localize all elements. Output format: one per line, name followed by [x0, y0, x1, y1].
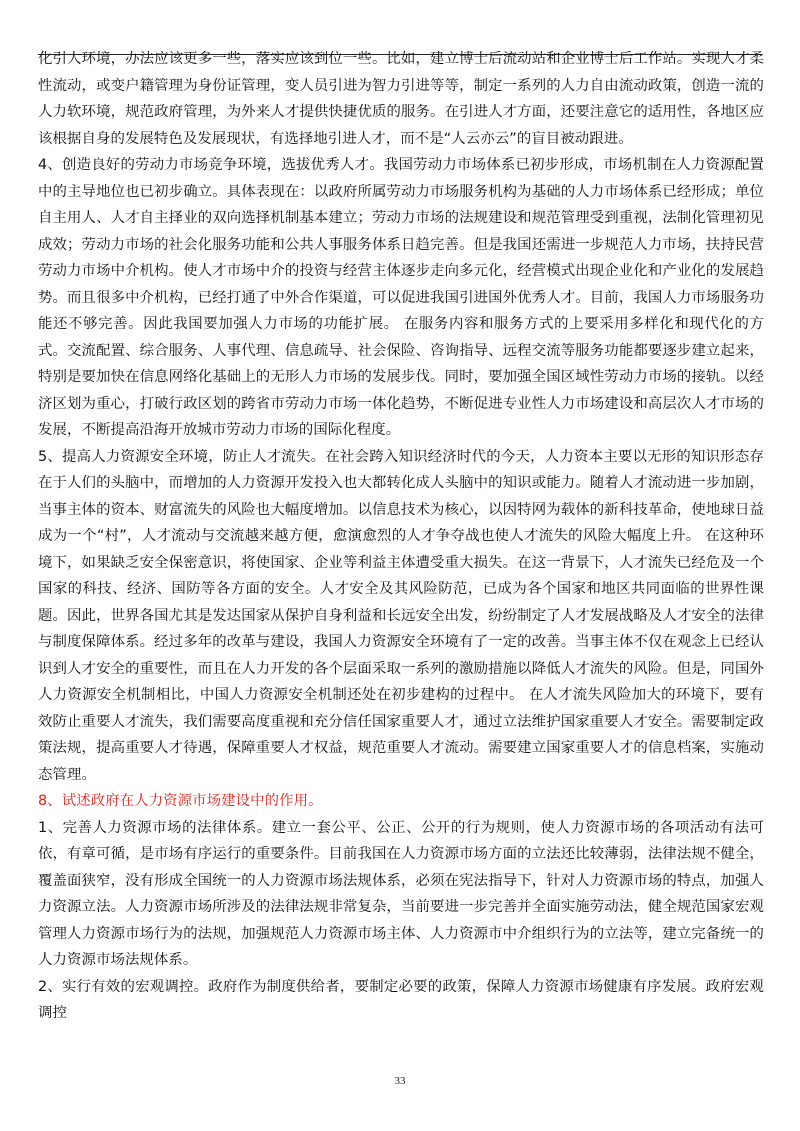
page-number: 33 [394, 1075, 406, 1087]
paragraph-answer-2: 2、实行有效的宏观调控。政府作为制度供给者，要制定必要的政策，保障人力资源市场健康有序发展。政府宏观调控 [38, 978, 764, 1021]
paragraph-item-4: 4、创造良好的劳动力市场竞争环境，选拔优秀人才。我国劳动力市场体系已初步形成，市场机制在人力资源配置中的主导地位也已初步确立。具体表现在：以政府所属劳动力市场服务机构为基础的人力市场体系已经形成；单位自主用人、人才自主择业的双向选择机制基本建立；劳动力市场的法规建设和规范管理受到重视，法制化管理初见成效；劳动力市场的社会化服务功能和公共人事服务体系日趋完善。但是我国还需进一步规范人力市场，扶持民营劳动力市场中介机构。使人才市场中介的投资与经营主体逐步走向多元化，经营模式出现企业化和产业化的发展趋势。而且很多中介机构，已经打通了中外合作渠道，可以促进我国引进国外优秀人才。目前，我国人力市场服务功能还不够完善。因此我国要加强人力市场的功能扩展。 在服务内容和服务方式的上要采用多样化和现代化的方式。交流配置、综合服务、人事代理、信息疏导、社会保险、咨询指导、远程交流等服务功能都要逐步建立起来，特别是要加快在信息网络化基础上的无形人力市场的发展步伐。同时，要加强全国区域性劳动力市场的接轨。以经济区划为重心，打破行政区划的跨省市劳动力市场一体化趋势，不断促进专业性人力市场建设和高层次人才市场的发展，不断提高沿海开放城市劳动力市场的国际化程度。 [38, 157, 764, 438]
question-heading-8: 8、试述政府在人力资源市场建设中的作用。 [38, 793, 323, 809]
paragraph-answer-1: 1、完善人力资源市场的法律体系。建立一套公平、公正、公开的行为规则，使人力资源市场的各项活动有法可依，有章可循，是市场有序运行的重要条件。目前我国在人力资源市场方面的立法还比较薄弱，法律法规不健全，覆盖面狭窄，没有形成全国统一的人力资源市场法规体系，必须在宪法指导下，针对人力资源市场的特点，加强人力资源立法。人力资源市场所涉及的法律法规非常复杂，当前要进一步完善并全面实施劳动法，健全规范国家宏观管理人力资源市场行为的法规，加强规范人力资源市场主体、人力资源市中介组织行为的立法等，建立完备统一的人力资源市场法规体系。 [38, 819, 764, 968]
paragraph-item-5: 5、提高人力资源安全环境，防止人才流失。在社会跨入知识经济时代的今天，人力资本主要以无形的知识形态存在于人们的头脑中，而增加的人力资源开发投入也大都转化成人头脑中的知识或能力。随着人才流动进一步加剧，当事主体的资本、财富流失的风险也大幅度增加。以信息技术为核心，以因特网为载体的新科技革命，使地球日益成为一个“村”，人才流动与交流越来越方便，愈演愈烈的人才争夺战也使人才流失的风险大幅度上升。 在这种环境下，如果缺乏安全保密意识，将使国家、企业等利益主体遭受重大损失。在这一背景下，人才流失已经危及一个国家的科技、经济、国防等各方面的安全。人才安全及其风险防范，已成为各个国家和地区共同面临的世界性课题。因此，世界各国尤其是发达国家从保护自身利益和长远安全出发，纷纷制定了人才发展战略及人才安全的法律与制度保障体系。经过多年的改革与建设，我国人力资源安全环境有了一定的改善。当事主体不仅在观念上已经认识到人才安全的重要性，而且在人力开发的各个层面采取一系列的激励措施以降低人才流失的风险。但是，同国外人力资源安全机制相比，中国人力资源安全机制还处在初步建构的过程中。 在人才流失风险加大的环境下，要有效防止重要人才流失，我们需要高度重视和充分信任国家重要人才，通过立法维护国家重要人才安全。需要制定政策法规，提高重要人才待遇，保障重要人才权益，规范重要人才流动。需要建立国家重要人才的信息档案，实施动态管理。 [38, 448, 764, 783]
page-content [38, 46, 764, 1027]
paragraph-continuation: 化引人环境，办法应该更多一些，落实应该到位一些。比如，建立博士后流动站和企业博士后工作站。实现人才柔性流动，或变户籍管理为身份证管理，变人员引进为智力引进等等，制定一系列的人力自由流动政策，创造一流的人力软环境，规范政府管理，为外来人才提供快捷优质的服务。在引进人才方面，还要注意它的适用性，各地区应该根据自身的发展特色及发展现状，有选择地引进人才，而不是“人云亦云”的盲目被动跟进。 [38, 51, 764, 147]
